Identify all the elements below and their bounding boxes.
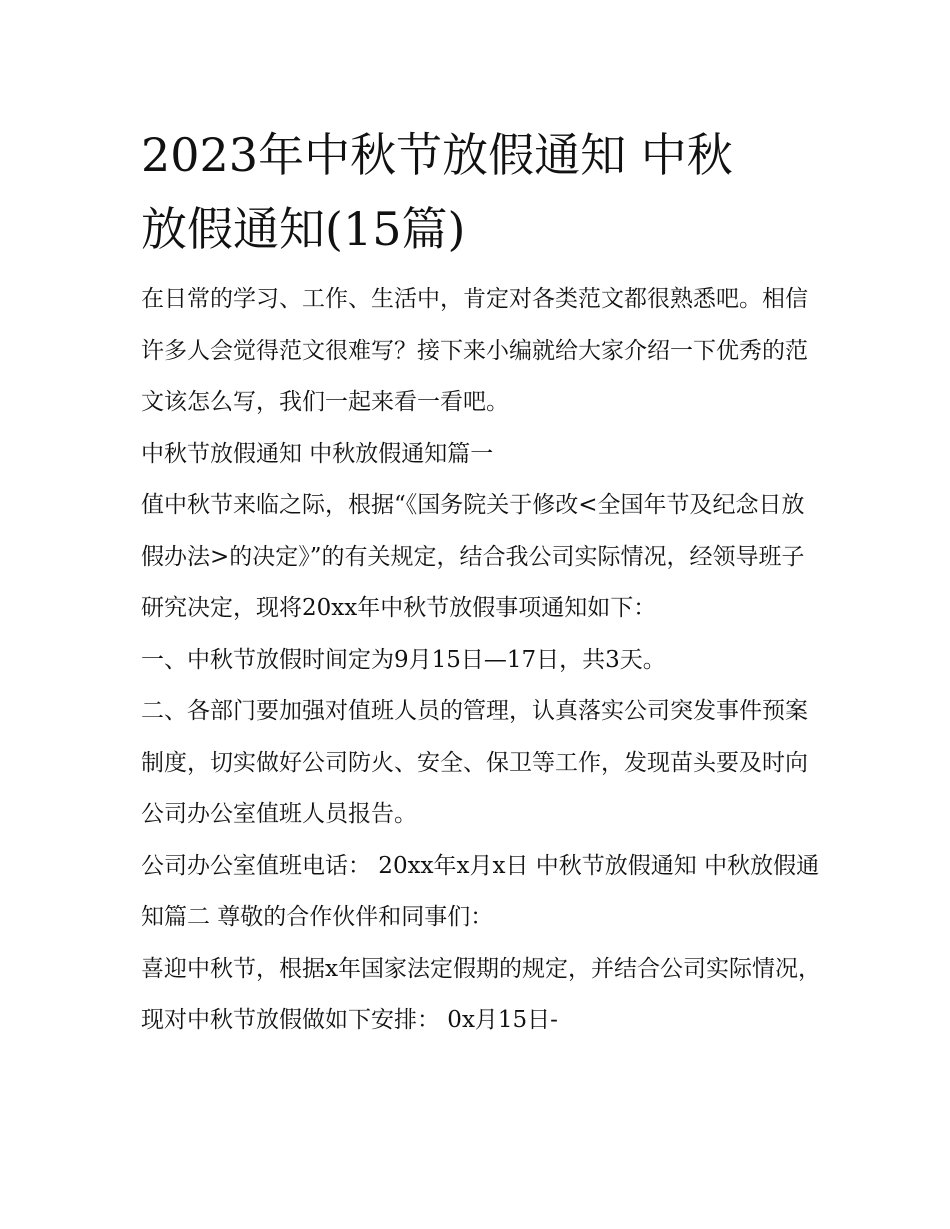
document-content [141,118,821,1047]
title-line-1: 2023年中秋节放假通知 中秋 [141,128,733,182]
section-heading-1: 中秋节放假通知 中秋放假通知篇一 [141,440,494,467]
paragraph-contact: 公司办公室值班电话： 20xx年x月x日 中秋节放假通知 中秋放假通知篇二 尊敬的合作伙伴和同事们： [141,852,820,930]
paragraph-notice-intro: 值中秋节来临之际，根据“《国务院关于修改<全国年节及纪念日放假办法>的决定》”的有关规定，结合我公司实际情况，经领导班子研究决定，现将20xx年中秋节放假事项通知如下： [141,492,805,621]
paragraph-item-1: 一、中秋节放假时间定为9月15日—17日，共3天。 [141,646,666,673]
title-line-2: 放假通知(15篇) [141,202,466,256]
paragraph-arrangement: 喜迎中秋节，根据x年国家法定假期的规定，并结合公司实际情况，现对中秋节放假做如下安排： 0x月15日- [141,955,821,1033]
paragraph-item-2: 二、各部门要加强对值班人员的管理，认真落实公司突发事件预案制度，切实做好公司防火、安全、保卫等工作，发现苗头要及时向公司办公室值班人员报告。 [141,698,808,827]
paragraph-intro: 在日常的学习、工作、生活中，肯定对各类范文都很熟悉吧。相信许多人会觉得范文很难写？接下来小编就给大家介绍一下优秀的范文该怎么写，我们一起来看一看吧。 [141,286,808,415]
document-title [141,118,821,266]
document-body [141,274,821,1047]
